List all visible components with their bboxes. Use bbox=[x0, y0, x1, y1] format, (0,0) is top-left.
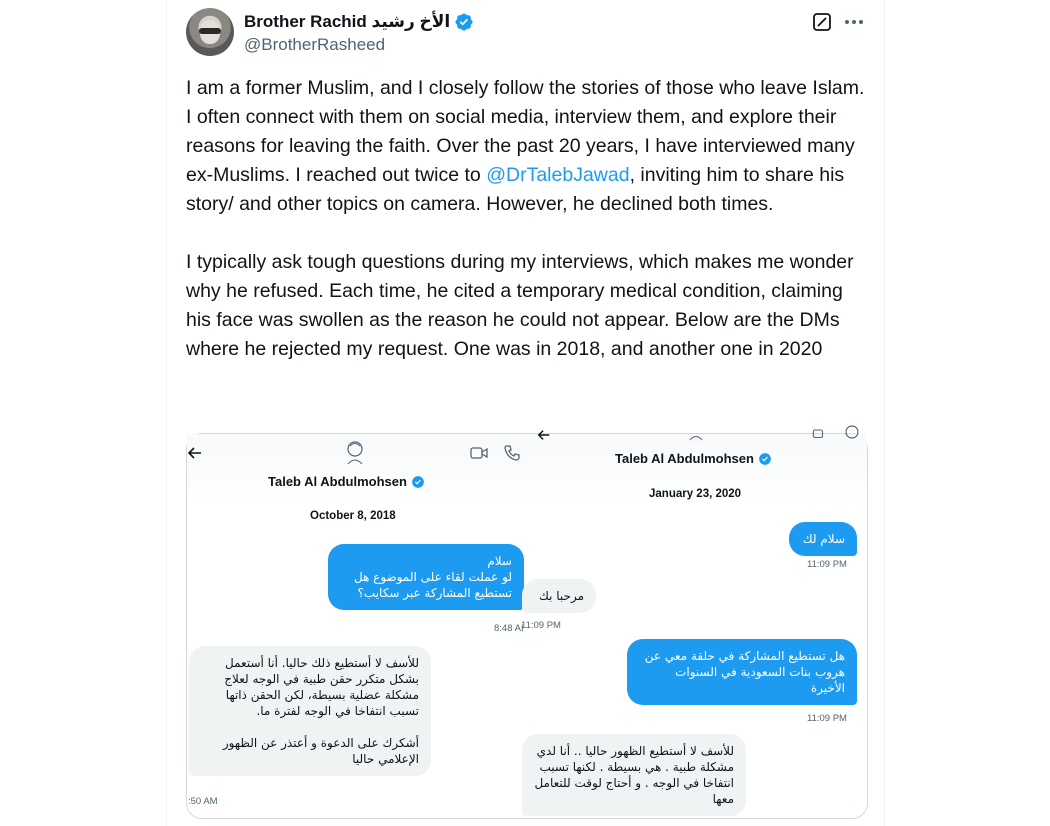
more-icon[interactable] bbox=[842, 12, 866, 32]
dm-timestamp: 11:09 PM bbox=[807, 559, 847, 570]
grok-icon[interactable] bbox=[812, 12, 832, 32]
dm-message-received: مرحبا بك bbox=[522, 579, 596, 613]
tweet-paragraph-1: I am a former Muslim, and I closely follow the stories of those who leave Islam. I often connect with them on social media, interview them, and explore their reasons for leaving the faith. Over the past 20 years, I have interviewed many ex-Muslims. I reached out twice to @DrTalebJawad, inviting him to share his story/ and other topics on camera. However, he declined both times. bbox=[186, 77, 865, 215]
author-display-name[interactable]: Brother Rachid الأخ رشيد bbox=[244, 12, 451, 31]
dm-message-sent: هل تستطيع المشاركة في حلقة معي عن هروب بنات السعودية في السنوات الأخيرة bbox=[627, 639, 857, 705]
tweet-media-image[interactable] bbox=[186, 433, 868, 819]
dm-contact-name: Taleb Al Abdulmohsen bbox=[615, 451, 772, 466]
dm-date: October 8, 2018 bbox=[310, 510, 396, 522]
author-name-row[interactable] bbox=[244, 10, 474, 34]
dm-message-sent: سلام لك bbox=[789, 522, 857, 556]
dm-screenshot-2018 bbox=[187, 434, 527, 818]
tweet-text bbox=[186, 74, 866, 364]
dm-message-sent: سلام لو عملت لقاء على الموضوع هل تستطيع المشاركة عبر سكايب؟ bbox=[328, 544, 524, 610]
column-border-left bbox=[166, 0, 167, 826]
author-avatar[interactable] bbox=[186, 8, 234, 56]
column-border-right bbox=[884, 0, 885, 826]
dm-message-received: للأسف لا أستطيع الظهور حاليا .. أنا لدي مشكلة طبية . هي بسيطة . لكنها تسبب انتفاخا في الوجه . و أحتاج لوقت للتعامل معها bbox=[522, 734, 746, 816]
dm-timestamp: 8:48 AI bbox=[494, 623, 524, 634]
dm-timestamp: 11:09 PM bbox=[807, 713, 847, 724]
author-handle[interactable]: @BrotherRasheed bbox=[244, 35, 386, 54]
verified-badge-icon bbox=[454, 12, 474, 32]
verified-badge-icon bbox=[411, 475, 425, 489]
video-icon bbox=[812, 430, 828, 440]
dm-contact-name: Taleb Al Abdulmohsen bbox=[268, 474, 425, 489]
back-arrow-icon bbox=[537, 428, 551, 442]
tweet-paragraph-2: I typically ask tough questions during my interviews, which makes me wonder why he refused. Each time, he cited a temporary medical condition, claiming his face was swollen as the reason he could not appear. Below are the DMs where he rejected my request. One was in 2018, and another one in 2020 bbox=[186, 251, 854, 360]
video-icon bbox=[470, 446, 488, 460]
dm-screenshot-2020 bbox=[521, 434, 867, 818]
contact-avatar-icon bbox=[687, 430, 705, 442]
dm-timestamp: :50 AM bbox=[188, 796, 218, 807]
dm-timestamp: 11:09 PM bbox=[521, 620, 561, 631]
mention-link[interactable]: @DrTalebJawad bbox=[486, 164, 630, 186]
info-icon bbox=[845, 429, 859, 441]
contact-avatar-icon bbox=[344, 438, 366, 466]
back-arrow-icon bbox=[187, 445, 203, 461]
phone-icon bbox=[503, 444, 521, 462]
dm-date: January 23, 2020 bbox=[649, 488, 742, 500]
dm-message-received: للأسف لا أستطيع ذلك حاليا. أنا أستعمل بشكل متكرر حقن طبية في الوجه لعلاج مشكلة عضلية بسيطة، لكن الحقن ذاتها تسبب انتفاخا في الوجه لفترة ما. أشكرك على الدعوة و أعتذر عن الظهور الإعلامي حاليا bbox=[189, 646, 431, 776]
verified-badge-icon bbox=[758, 452, 772, 466]
